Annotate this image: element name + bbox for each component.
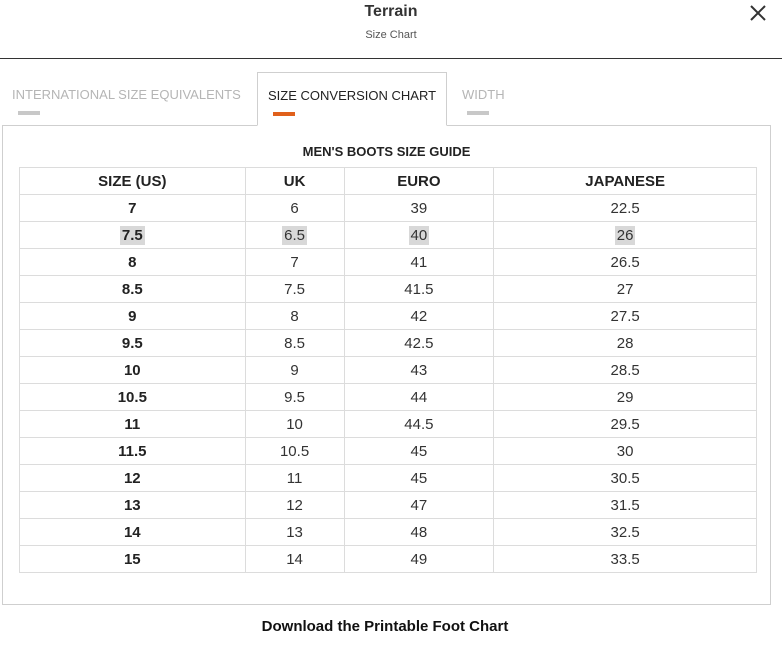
cell-value: 45 xyxy=(410,442,428,460)
cell-value: 7.5 xyxy=(121,226,143,244)
cell-value: 28 xyxy=(616,334,634,352)
tab-size-conversion-chart[interactable] xyxy=(257,72,447,126)
size-us-cell xyxy=(20,357,246,384)
cell-value: 10.5 xyxy=(279,442,310,460)
column-header-uk: UK xyxy=(245,168,344,195)
size-us-cell xyxy=(20,195,246,222)
uk-cell xyxy=(245,276,344,303)
size-us-cell xyxy=(20,411,246,438)
tab-indicator xyxy=(467,111,489,115)
tab-width[interactable] xyxy=(450,72,530,126)
size-us-cell xyxy=(20,330,246,357)
cell-value: 8 xyxy=(128,253,137,271)
japanese-cell xyxy=(494,492,757,519)
japanese-cell xyxy=(494,249,757,276)
table-row xyxy=(20,357,757,384)
uk-cell xyxy=(245,492,344,519)
cell-value: 9.5 xyxy=(284,388,305,406)
japanese-cell xyxy=(494,384,757,411)
cell-value: 10 xyxy=(123,361,141,379)
japanese-cell xyxy=(494,330,757,357)
cell-value: 44 xyxy=(410,388,428,406)
table-row xyxy=(20,546,757,573)
tab-label: WIDTH xyxy=(462,87,505,102)
cell-value: 29.5 xyxy=(610,415,640,433)
euro-cell xyxy=(344,465,494,492)
cell-value: 30.5 xyxy=(610,469,640,487)
table-header-row xyxy=(20,168,757,195)
cell-value: 27.5 xyxy=(610,307,640,325)
cell-value: 14 xyxy=(286,550,303,568)
cell-value: 44.5 xyxy=(404,415,434,433)
table-row xyxy=(20,303,757,330)
cell-value: 31.5 xyxy=(610,496,640,514)
uk-cell xyxy=(245,249,344,276)
euro-cell xyxy=(344,222,494,249)
uk-cell xyxy=(245,465,344,492)
cell-value: 49 xyxy=(410,550,428,568)
size-us-cell xyxy=(20,276,246,303)
cell-value: 47 xyxy=(410,496,428,514)
size-us-cell xyxy=(20,546,246,573)
cell-value: 12 xyxy=(286,496,303,514)
cell-value: 26.5 xyxy=(610,253,640,271)
size-us-cell xyxy=(20,465,246,492)
japanese-cell xyxy=(494,519,757,546)
euro-cell xyxy=(344,384,494,411)
cell-value: 30 xyxy=(616,442,634,460)
size-us-cell xyxy=(20,438,246,465)
cell-value: 14 xyxy=(123,523,141,541)
table-row xyxy=(20,222,757,249)
tab-label: SIZE CONVERSION CHART xyxy=(268,88,437,103)
close-icon[interactable] xyxy=(746,1,770,25)
size-us-cell xyxy=(20,222,246,249)
uk-cell xyxy=(245,519,344,546)
uk-cell xyxy=(245,546,344,573)
euro-cell xyxy=(344,276,494,303)
tab-international-size-equivalents[interactable] xyxy=(0,72,256,126)
cell-value: 11.5 xyxy=(118,442,147,460)
euro-cell xyxy=(344,492,494,519)
euro-cell xyxy=(344,195,494,222)
table-row xyxy=(20,195,757,222)
cell-value: 42 xyxy=(410,307,428,325)
table-title: MEN'S BOOTS SIZE GUIDE xyxy=(302,144,471,159)
japanese-cell xyxy=(494,195,757,222)
table-row xyxy=(20,519,757,546)
japanese-cell xyxy=(494,303,757,330)
cell-value: 28.5 xyxy=(610,361,640,379)
cell-value: 7 xyxy=(290,253,299,271)
cell-value: 32.5 xyxy=(610,523,640,541)
cell-value: 13 xyxy=(286,523,303,541)
cell-value: 22.5 xyxy=(610,199,640,217)
download-foot-chart-link[interactable]: Download the Printable Foot Chart xyxy=(261,618,509,635)
japanese-cell xyxy=(494,276,757,303)
table-row xyxy=(20,276,757,303)
table-row xyxy=(20,330,757,357)
japanese-cell xyxy=(494,411,757,438)
size-us-cell xyxy=(20,384,246,411)
tab-bar xyxy=(0,72,782,126)
cell-value: 9 xyxy=(128,307,137,325)
table-row xyxy=(20,465,757,492)
cell-value: 42.5 xyxy=(404,334,434,352)
tab-label: INTERNATIONAL SIZE EQUIVALENTS xyxy=(12,87,241,102)
cell-value: 9.5 xyxy=(121,334,143,352)
uk-cell xyxy=(245,222,344,249)
cell-value: 8 xyxy=(290,307,299,325)
table-row xyxy=(20,249,757,276)
cell-value: 41.5 xyxy=(404,280,434,298)
cell-value: 43 xyxy=(410,361,428,379)
size-us-cell xyxy=(20,303,246,330)
uk-cell xyxy=(245,303,344,330)
column-header-size-us: SIZE (US) xyxy=(20,168,246,195)
cell-value: 48 xyxy=(410,523,428,541)
cell-value: 40 xyxy=(410,226,428,244)
tab-panel xyxy=(2,125,771,605)
cell-value: 7 xyxy=(128,199,137,217)
euro-cell xyxy=(344,303,494,330)
euro-cell xyxy=(344,519,494,546)
cell-value: 13 xyxy=(123,496,141,514)
japanese-cell xyxy=(494,438,757,465)
euro-cell xyxy=(344,438,494,465)
modal-title: Terrain xyxy=(364,3,418,20)
cell-value: 11 xyxy=(286,469,303,487)
cell-value: 6 xyxy=(290,199,299,217)
euro-cell xyxy=(344,249,494,276)
japanese-cell xyxy=(494,357,757,384)
column-header-japanese: JAPANESE xyxy=(494,168,757,195)
japanese-cell xyxy=(494,465,757,492)
uk-cell xyxy=(245,195,344,222)
cell-value: 27 xyxy=(616,280,634,298)
uk-cell xyxy=(245,438,344,465)
size-conversion-table xyxy=(19,167,757,573)
size-us-cell xyxy=(20,492,246,519)
cell-value: 29 xyxy=(616,388,634,406)
cell-value: 15 xyxy=(123,550,141,568)
cell-value: 39 xyxy=(410,199,428,217)
cell-value: 6.5 xyxy=(284,226,305,244)
tab-indicator xyxy=(273,112,295,116)
cell-value: 41 xyxy=(410,253,428,271)
size-us-cell xyxy=(20,519,246,546)
japanese-cell xyxy=(494,546,757,573)
cell-value: 8.5 xyxy=(121,280,143,298)
cell-value: 7.5 xyxy=(284,280,305,298)
modal-header xyxy=(0,0,782,59)
euro-cell xyxy=(344,357,494,384)
size-us-cell xyxy=(20,249,246,276)
table-row xyxy=(20,384,757,411)
column-header-euro: EURO xyxy=(344,168,494,195)
cell-value: 33.5 xyxy=(610,550,640,568)
cell-value: 8.5 xyxy=(284,334,305,352)
cell-value: 45 xyxy=(410,469,428,487)
modal-subtitle: Size Chart xyxy=(365,29,417,41)
euro-cell xyxy=(344,411,494,438)
table-row xyxy=(20,492,757,519)
cell-value: 26 xyxy=(616,226,634,244)
cell-value: 12 xyxy=(123,469,141,487)
table-row xyxy=(20,438,757,465)
table-row xyxy=(20,411,757,438)
cell-value: 11 xyxy=(124,415,141,433)
euro-cell xyxy=(344,330,494,357)
cell-value: 10 xyxy=(286,415,303,433)
uk-cell xyxy=(245,384,344,411)
uk-cell xyxy=(245,330,344,357)
cell-value: 9 xyxy=(290,361,299,379)
euro-cell xyxy=(344,546,494,573)
japanese-cell xyxy=(494,222,757,249)
uk-cell xyxy=(245,357,344,384)
uk-cell xyxy=(245,411,344,438)
cell-value: 10.5 xyxy=(117,388,147,406)
tab-indicator xyxy=(18,111,40,115)
